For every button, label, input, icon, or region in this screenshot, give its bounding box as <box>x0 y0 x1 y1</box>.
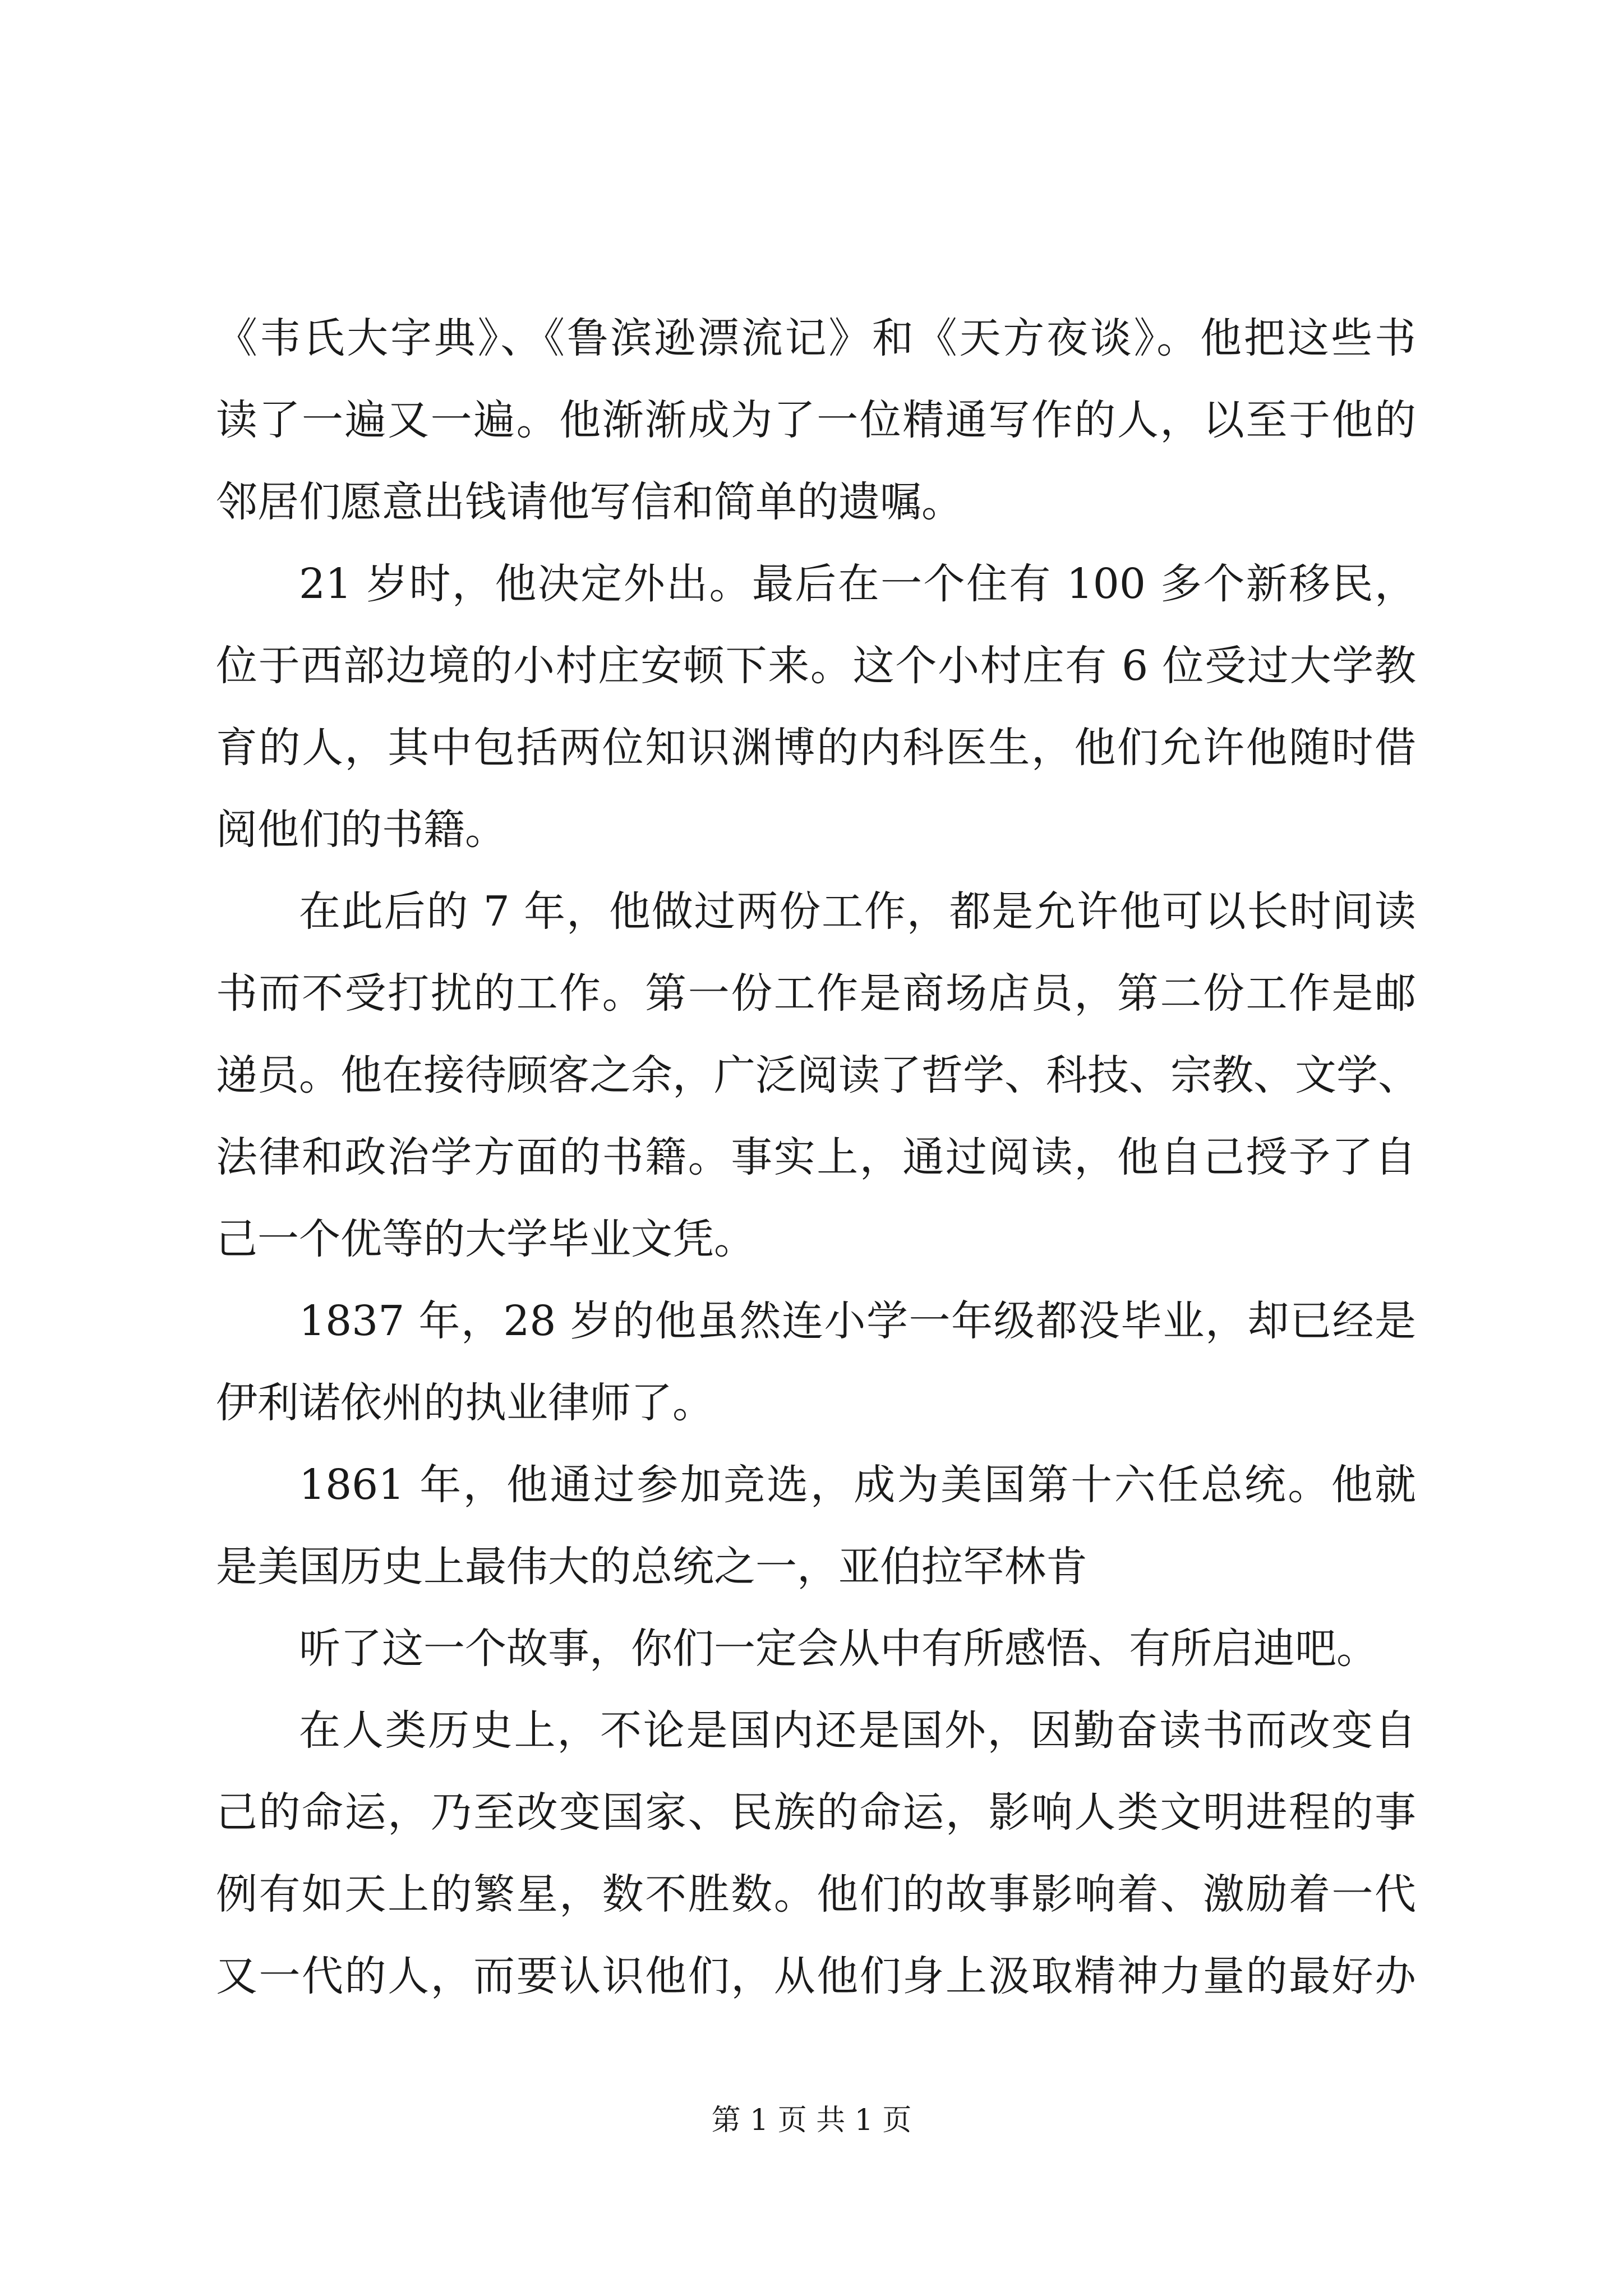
text-line: 递员。他在接待顾客之余，广泛阅读了哲学、科技、宗教、文学、 <box>216 1051 1419 1099</box>
text-line: 21 岁时，他决定外出。最后在一个住有 100 多个新移民， <box>299 560 1416 608</box>
text-line: 《韦氏大字典》、《鲁滨逊漂流记》和《天方夜谈》。他把这些书 <box>216 314 1416 362</box>
text-line: 在人类历史上，不论是国内还是国外，因勤奋读书而改变自 <box>299 1706 1416 1755</box>
text-line: 在此后的 7 年，他做过两份工作，都是允许他可以长时间读 <box>299 887 1416 936</box>
text-line: 伊利诺依州的执业律师了。 <box>216 1379 714 1427</box>
text-line: 是美国历史上最伟大的总统之一，亚伯拉罕林肯 <box>216 1543 1087 1591</box>
text-line: 己一个优等的大学毕业文凭。 <box>216 1215 755 1263</box>
text-line: 1861 年，他通过参加竞选，成为美国第十六任总统。他就 <box>299 1461 1416 1509</box>
text-line: 法律和政治学方面的书籍。事实上，通过阅读，他自己授予了自 <box>216 1133 1416 1181</box>
text-line: 听了这一个故事，你们一定会从中有所感悟、有所启迪吧。 <box>299 1625 1378 1673</box>
text-line: 例有如天上的繁星，数不胜数。他们的故事影响着、激励着一代 <box>216 1870 1416 1918</box>
page-number-footer: 第 1 页 共 1 页 <box>711 2104 912 2137</box>
text-line: 1837 年，28 岁的他虽然连小学一年级都没毕业，却已经是 <box>299 1297 1416 1345</box>
body-text <box>216 297 1419 2017</box>
text-line: 书而不受打扰的工作。第一份工作是商场店员，第二份工作是邮 <box>216 969 1416 1018</box>
text-line: 位于西部边境的小村庄安顿下来。这个小村庄有 6 位受过大学教 <box>216 642 1416 690</box>
text-line: 又一代的人，而要认识他们，从他们身上汲取精神力量的最好办 <box>216 1952 1416 2000</box>
text-line: 读了一遍又一遍。他渐渐成为了一位精通写作的人，以至于他的 <box>216 396 1416 444</box>
text-line: 己的命运，乃至改变国家、民族的命运，影响人类文明进程的事 <box>216 1788 1416 1837</box>
text-line: 阅他们的书籍。 <box>216 806 506 854</box>
text-line: 邻居们愿意出钱请他写信和简单的遗嘱。 <box>216 478 963 526</box>
text-line: 育的人，其中包括两位知识渊博的内科医生，他们允许他随时借 <box>216 724 1416 772</box>
